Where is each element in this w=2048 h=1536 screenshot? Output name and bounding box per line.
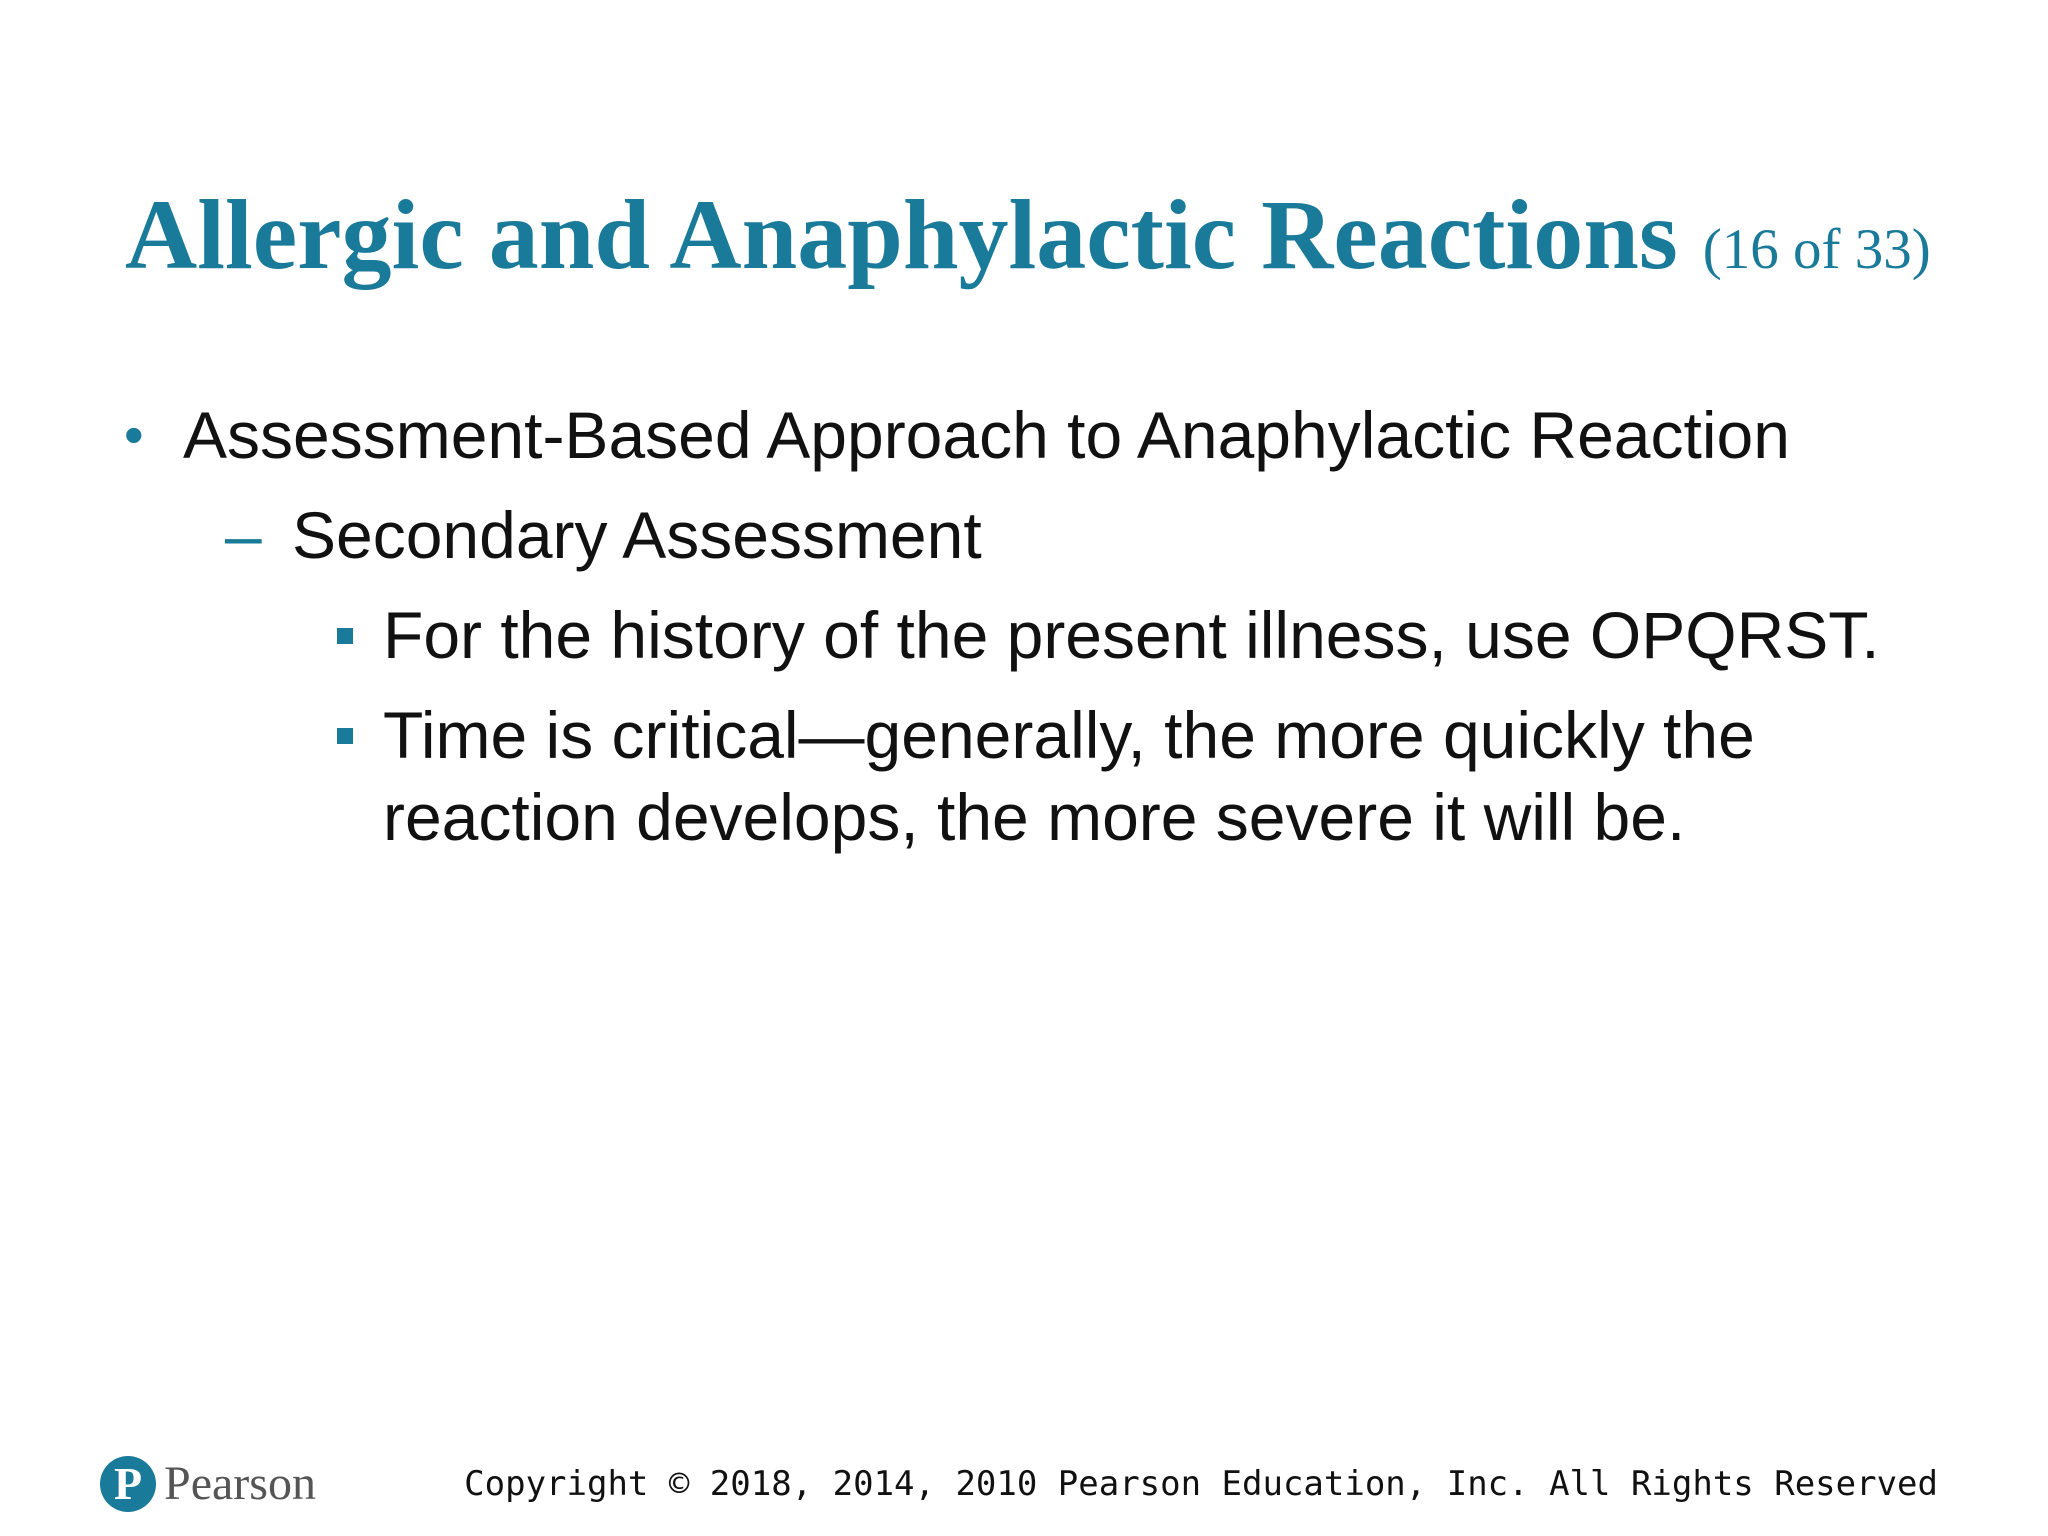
bullet-level2: Secondary Assessment: [292, 498, 982, 572]
bullet-level3-item: Time is critical—generally, the more quickly the reaction develops, the more severe it will be.: [383, 698, 1755, 854]
slide-title-text: Allergic and Anaphylactic Reactions: [125, 179, 1678, 290]
pearson-logo: [100, 1452, 316, 1516]
pearson-logo-text: Pearson: [164, 1457, 316, 1510]
dash-bullet-icon: –: [225, 498, 262, 572]
square-bullet-icon: [337, 628, 353, 644]
bullet-dot-icon: •: [124, 403, 144, 466]
copyright-notice: Copyright © 2018, 2014, 2010 Pearson Education, Inc. All Rights Reserved: [464, 1464, 1938, 1504]
slide-counter: (16 of 33): [1702, 218, 1931, 281]
slide-title: [125, 175, 1931, 310]
bullet-level1: Assessment-Based Approach to Anaphylactic Reaction: [183, 398, 1790, 472]
square-bullet-icon: [337, 728, 353, 744]
pearson-logo-icon: P: [100, 1456, 156, 1512]
bullet-level3-item: For the history of the present illness, use OPQRST.: [383, 598, 1880, 672]
